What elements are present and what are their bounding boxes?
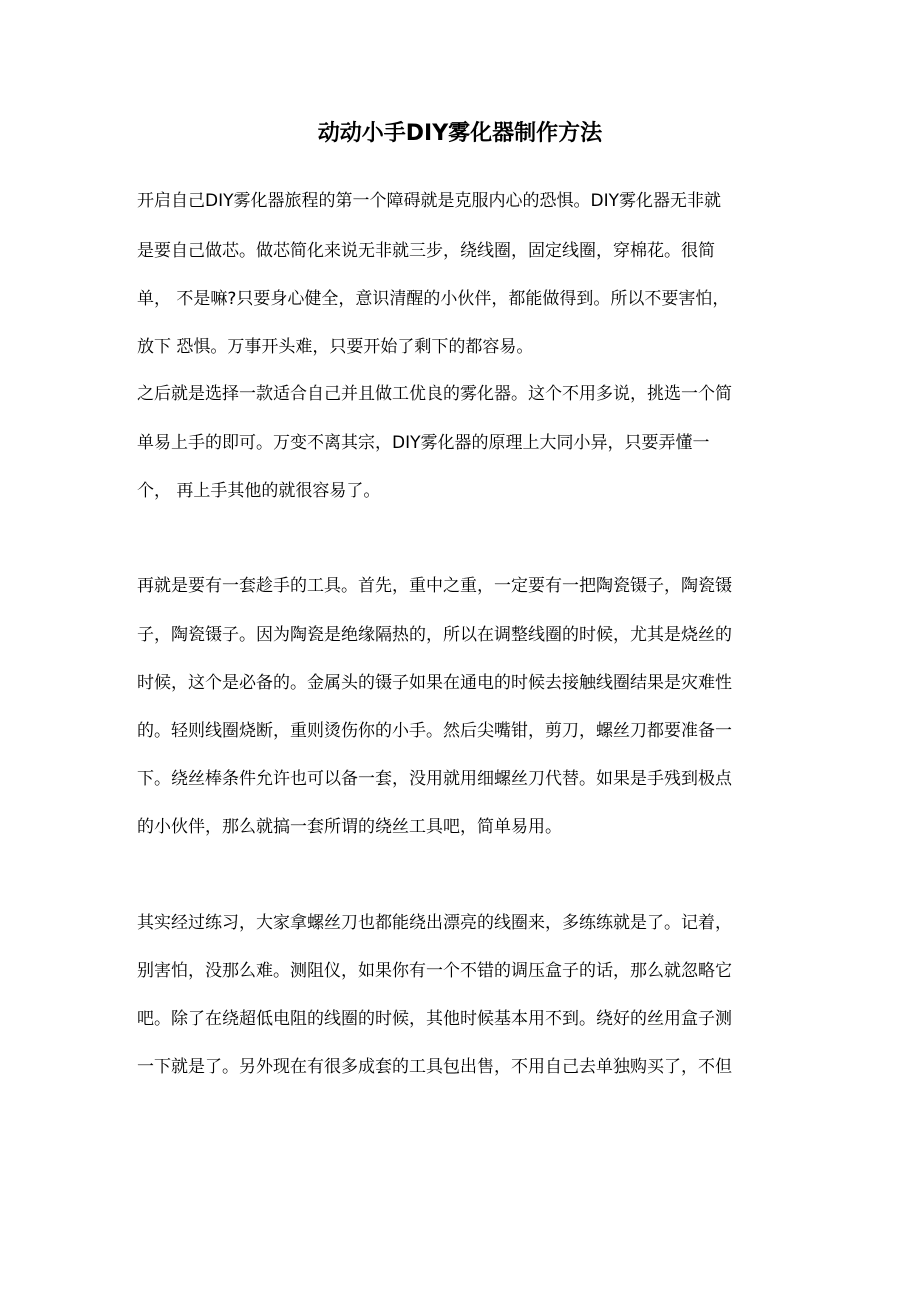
paragraph-line: 单易上手的即可。万变不离其宗，DIY雾化器的原理上大同小异，只要弄懂一: [137, 433, 710, 453]
document-title: 动动小手DIY雾化器制作方法: [317, 121, 603, 146]
paragraph-line: 放下 恐惧。万事开头难，只要开始了剩下的都容易。: [137, 337, 534, 357]
paragraph-line: 时候，这个是必备的。金属头的镊子如果在通电的时候去接触线圈结果是灾难性: [137, 673, 732, 693]
paragraph-line: 一下就是了。另外现在有很多成套的工具包出售，不用自己去单独购买了，不但: [137, 1057, 732, 1077]
paragraph-line: 子，陶瓷镊子。因为陶瓷是绝缘隔热的，所以在调整线圈的时候，尤其是烧丝的: [137, 625, 732, 645]
paragraph-line: 单， 不是嘛?只要身心健全，意识清醒的小伙伴，都能做得到。所以不要害怕，: [137, 289, 730, 309]
paragraph-line: 之后就是选择一款适合自己并且做工优良的雾化器。这个不用多说，挑选一个简: [137, 384, 732, 404]
paragraph-line: 再就是要有一套趁手的工具。首先，重中之重，一定要有一把陶瓷镊子，陶瓷镊: [137, 576, 732, 596]
paragraph-line: 吧。除了在绕超低电阻的线圈的时候，其他时候基本用不到。绕好的丝用盒子测: [137, 1009, 732, 1029]
paragraph-line: 其实经过练习，大家拿螺丝刀也都能绕出漂亮的线圈来，多练练就是了。记着，: [137, 913, 732, 933]
paragraph-line: 个， 再上手其他的就很容易了。: [137, 481, 381, 501]
paragraph-line: 是要自己做芯。做芯简化来说无非就三步，绕线圈，固定线圈，穿棉花。很简: [137, 241, 715, 261]
paragraph-line: 别害怕，没那么难。测阻仪，如果你有一个不错的调压盒子的话，那么就忽略它: [137, 961, 732, 981]
paragraph-line: 开启自己DIY雾化器旅程的第一个障碍就是克服内心的恐惧。DIY雾化器无非就: [137, 191, 721, 211]
paragraph-line: 的。轻则线圈烧断，重则烫伤你的小手。然后尖嘴钳，剪刀，螺丝刀都要准备一: [137, 721, 732, 741]
paragraph-line: 下。绕丝棒条件允许也可以备一套，没用就用细螺丝刀代替。如果是手残到极点: [137, 769, 732, 789]
paragraph-line: 的小伙伴，那么就搞一套所谓的绕丝工具吧，简单易用。: [137, 817, 562, 837]
